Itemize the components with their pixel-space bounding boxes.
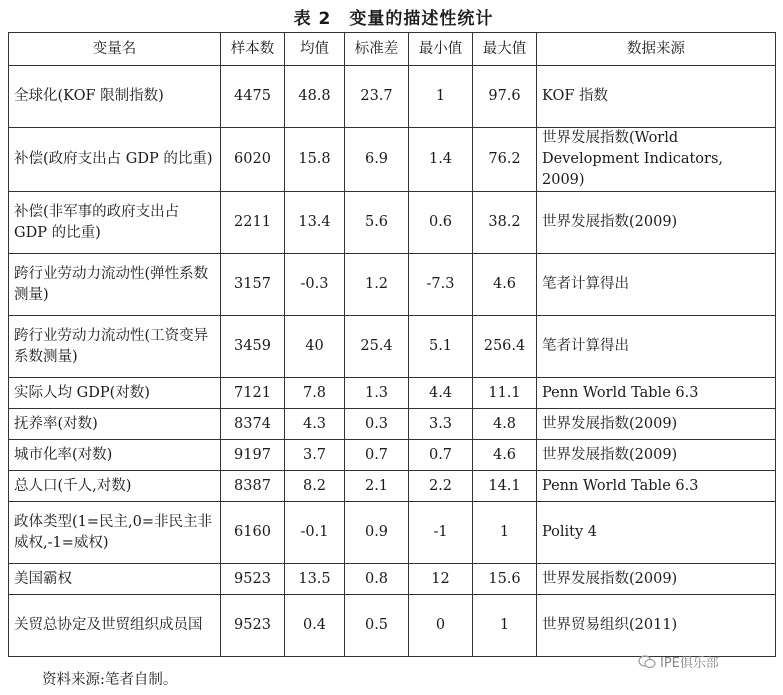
watermark bbox=[638, 652, 719, 671]
table-row bbox=[9, 595, 776, 657]
value-cell: 4.6 bbox=[473, 440, 537, 471]
value-cell: 11.1 bbox=[473, 378, 537, 409]
value-cell: 0.9 bbox=[345, 502, 409, 564]
value-cell: 3459 bbox=[221, 316, 285, 378]
value-cell: 48.8 bbox=[285, 66, 345, 128]
value-cell: 2.2 bbox=[409, 471, 473, 502]
col-header: 数据来源 bbox=[537, 33, 776, 66]
value-cell: 4.4 bbox=[409, 378, 473, 409]
value-cell: 6.9 bbox=[345, 128, 409, 192]
source-cell: 笔者计算得出 bbox=[537, 254, 776, 316]
value-cell: 23.7 bbox=[345, 66, 409, 128]
table-row bbox=[9, 409, 776, 440]
value-cell: 97.6 bbox=[473, 66, 537, 128]
source-cell: 世界发展指数(2009) bbox=[537, 440, 776, 471]
value-cell: 3157 bbox=[221, 254, 285, 316]
table-title bbox=[0, 4, 783, 29]
value-cell: 15.6 bbox=[473, 564, 537, 595]
value-cell: 5.6 bbox=[345, 192, 409, 254]
value-cell: 25.4 bbox=[345, 316, 409, 378]
value-cell: 1.3 bbox=[345, 378, 409, 409]
table-row bbox=[9, 66, 776, 128]
variable-cell: 补偿(政府支出占 GDP 的比重) bbox=[9, 128, 221, 192]
value-cell: 14.1 bbox=[473, 471, 537, 502]
value-cell: -1 bbox=[409, 502, 473, 564]
table-row bbox=[9, 128, 776, 192]
value-cell: 4.8 bbox=[473, 409, 537, 440]
value-cell: 1 bbox=[409, 66, 473, 128]
variable-cell: 抚养率(对数) bbox=[9, 409, 221, 440]
source-cell: 世界发展指数(2009) bbox=[537, 409, 776, 440]
value-cell: 0.5 bbox=[345, 595, 409, 657]
value-cell: 15.8 bbox=[285, 128, 345, 192]
value-cell: 9197 bbox=[221, 440, 285, 471]
variable-cell: 总人口(千人,对数) bbox=[9, 471, 221, 502]
col-header: 变量名 bbox=[9, 33, 221, 66]
source-cell: Polity 4 bbox=[537, 502, 776, 564]
source-cell: 笔者计算得出 bbox=[537, 316, 776, 378]
value-cell: 38.2 bbox=[473, 192, 537, 254]
variable-cell: 补偿(非军事的政府支出占 GDP 的比重) bbox=[9, 192, 221, 254]
value-cell: 13.5 bbox=[285, 564, 345, 595]
value-cell: -0.1 bbox=[285, 502, 345, 564]
watermark-text: IPE俱乐部 bbox=[660, 656, 719, 671]
table-caption: 变量的描述性统计 bbox=[349, 9, 494, 29]
value-cell: 0.8 bbox=[345, 564, 409, 595]
col-header: 均值 bbox=[285, 33, 345, 66]
value-cell: 7.8 bbox=[285, 378, 345, 409]
value-cell: 4475 bbox=[221, 66, 285, 128]
value-cell: 0.7 bbox=[409, 440, 473, 471]
value-cell: 40 bbox=[285, 316, 345, 378]
source-cell: 世界发展指数(2009) bbox=[537, 192, 776, 254]
value-cell: 5.1 bbox=[409, 316, 473, 378]
header-row bbox=[9, 33, 776, 66]
variable-cell: 全球化(KOF 限制指数) bbox=[9, 66, 221, 128]
variable-cell: 美国霸权 bbox=[9, 564, 221, 595]
variable-cell: 政体类型(1=民主,0=非民主非威权,-1=威权) bbox=[9, 502, 221, 564]
value-cell: 2.1 bbox=[345, 471, 409, 502]
value-cell: 13.4 bbox=[285, 192, 345, 254]
value-cell: 1.4 bbox=[409, 128, 473, 192]
value-cell: 9523 bbox=[221, 595, 285, 657]
table-row bbox=[9, 440, 776, 471]
col-header: 最大值 bbox=[473, 33, 537, 66]
source-note: 资料来源:笔者自制。 bbox=[42, 672, 178, 688]
value-cell: 256.4 bbox=[473, 316, 537, 378]
value-cell: 0.3 bbox=[345, 409, 409, 440]
value-cell: 4.6 bbox=[473, 254, 537, 316]
value-cell: 0.7 bbox=[345, 440, 409, 471]
value-cell: 0 bbox=[409, 595, 473, 657]
value-cell: 8374 bbox=[221, 409, 285, 440]
value-cell: 12 bbox=[409, 564, 473, 595]
value-cell: 8.2 bbox=[285, 471, 345, 502]
value-cell: 1 bbox=[473, 595, 537, 657]
value-cell: 1 bbox=[473, 502, 537, 564]
variable-cell: 跨行业劳动力流动性(弹性系数测量) bbox=[9, 254, 221, 316]
wechat-icon bbox=[638, 655, 656, 669]
value-cell: 1.2 bbox=[345, 254, 409, 316]
value-cell: 9523 bbox=[221, 564, 285, 595]
col-header: 样本数 bbox=[221, 33, 285, 66]
source-cell: 世界发展指数(World Development Indicators, 2009) bbox=[537, 128, 776, 192]
source-cell: 世界发展指数(2009) bbox=[537, 564, 776, 595]
value-cell: -7.3 bbox=[409, 254, 473, 316]
table-row bbox=[9, 316, 776, 378]
variable-cell: 实际人均 GDP(对数) bbox=[9, 378, 221, 409]
source-cell: Penn World Table 6.3 bbox=[537, 378, 776, 409]
table-row bbox=[9, 564, 776, 595]
table-row bbox=[9, 502, 776, 564]
col-header: 最小值 bbox=[409, 33, 473, 66]
table-row bbox=[9, 471, 776, 502]
value-cell: 6020 bbox=[221, 128, 285, 192]
source-cell: 世界贸易组织(2011) bbox=[537, 595, 776, 657]
col-header: 标准差 bbox=[345, 33, 409, 66]
variable-cell: 关贸总协定及世贸组织成员国 bbox=[9, 595, 221, 657]
value-cell: -0.3 bbox=[285, 254, 345, 316]
source-cell: Penn World Table 6.3 bbox=[537, 471, 776, 502]
table-row bbox=[9, 378, 776, 409]
value-cell: 76.2 bbox=[473, 128, 537, 192]
variable-cell: 城市化率(对数) bbox=[9, 440, 221, 471]
table-row bbox=[9, 192, 776, 254]
variable-cell: 跨行业劳动力流动性(工资变异系数测量) bbox=[9, 316, 221, 378]
value-cell: 3.3 bbox=[409, 409, 473, 440]
table-row bbox=[9, 254, 776, 316]
value-cell: 6160 bbox=[221, 502, 285, 564]
value-cell: 4.3 bbox=[285, 409, 345, 440]
value-cell: 7121 bbox=[221, 378, 285, 409]
stats-table bbox=[8, 32, 776, 657]
value-cell: 0.4 bbox=[285, 595, 345, 657]
table-number: 表 2 bbox=[293, 9, 332, 29]
value-cell: 8387 bbox=[221, 471, 285, 502]
source-cell: KOF 指数 bbox=[537, 66, 776, 128]
value-cell: 2211 bbox=[221, 192, 285, 254]
value-cell: 0.6 bbox=[409, 192, 473, 254]
value-cell: 3.7 bbox=[285, 440, 345, 471]
